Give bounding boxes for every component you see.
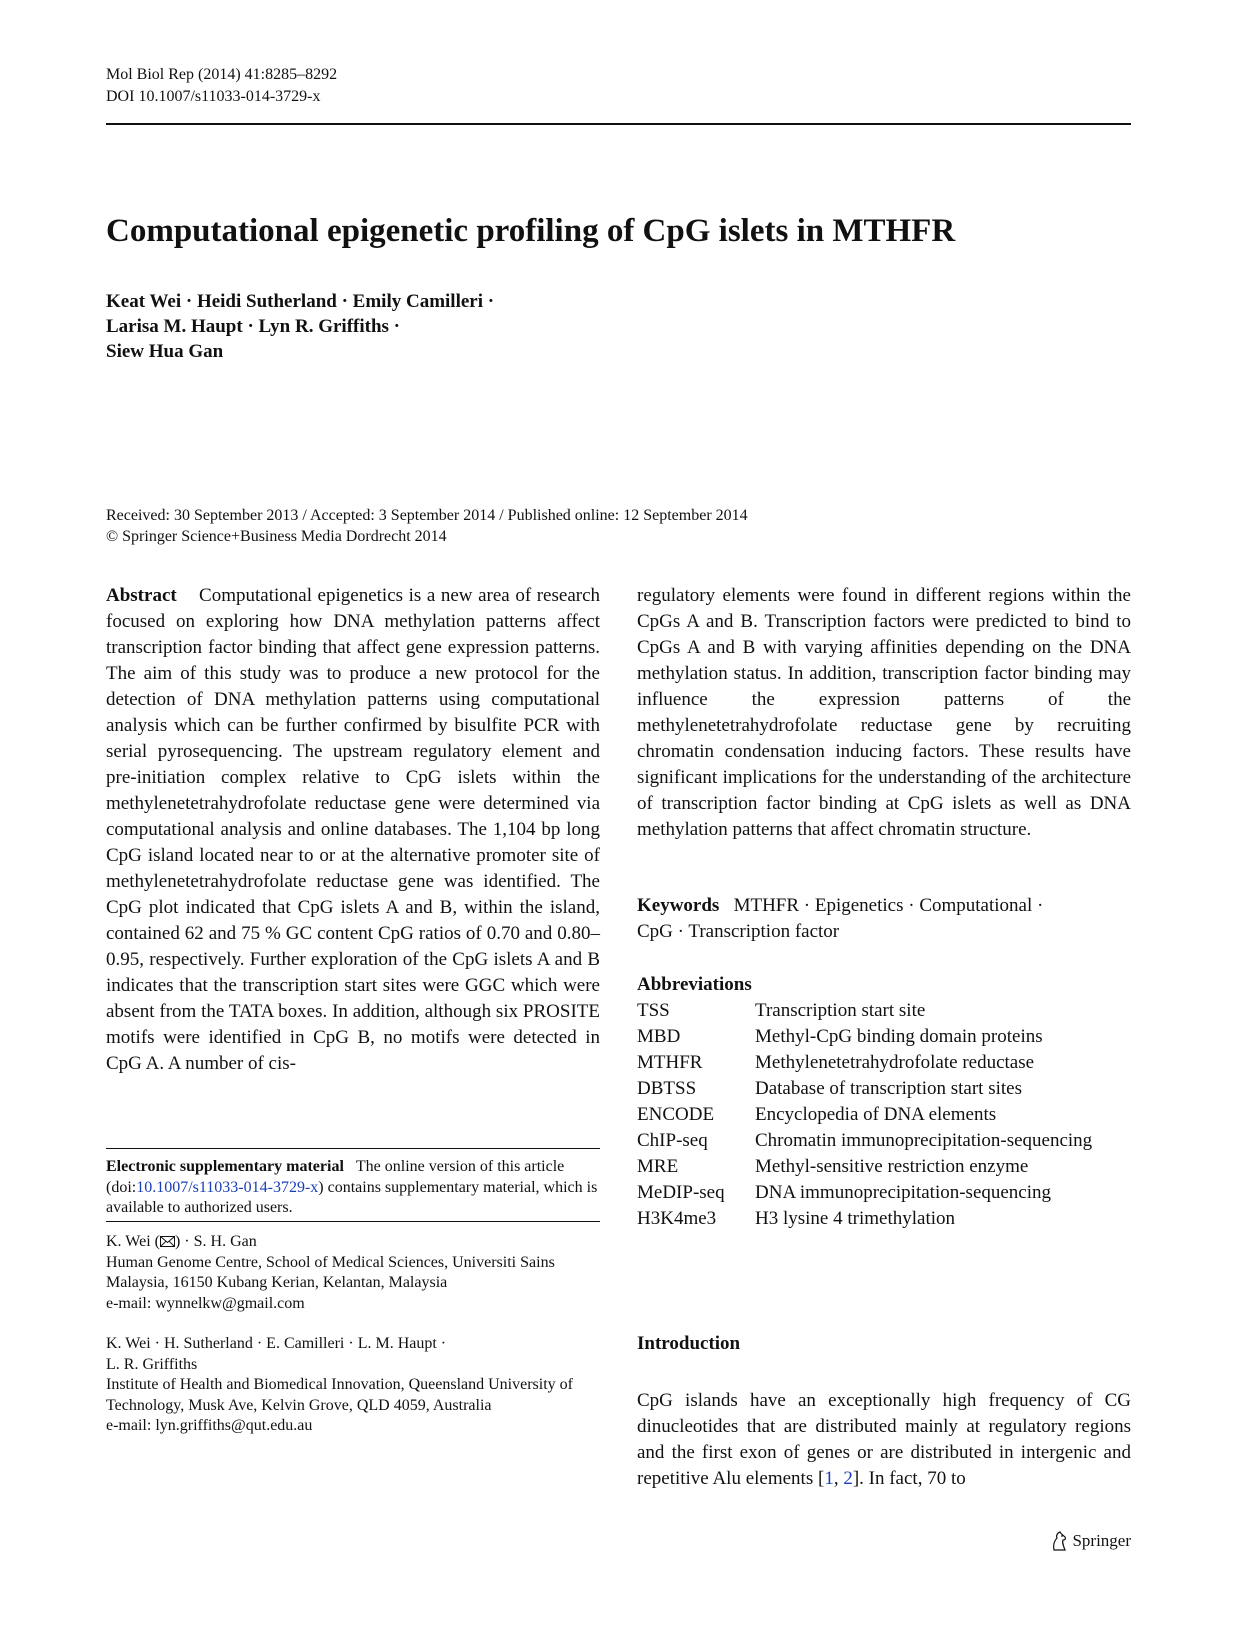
article-title: Computational epigenetic profiling of CpG islets in MTHFR bbox=[106, 213, 956, 249]
footnote-rule-bottom bbox=[106, 1221, 600, 1222]
abbreviation-row bbox=[637, 1024, 1131, 1050]
abstract-text-left: Computational epigenetics is a new area of research focused on exploring how DNA methylation patterns affect transcription factor binding that affect gene expression patterns. The aim of this study was to produce a new protocol for the detection of DNA methylation patterns using computational analysis which can be further confirmed by bisulfite PCR with serial pyrosequencing. The upstream regulatory element and pre-initiation complex relative to CpG islets within the methylenetetrahydrofolate reductase gene were determined via computational analysis and online databases. The 1,104 bp long CpG island located near to or at the alternative promoter site of methylenetetrahydrofolate reductase gene was identified. The CpG plot indicated that CpG islets A and B, within the island, contained 62 and 75 % GC content CpG ratios of 0.70 and 0.80–0.95, respectively. Further exploration of the CpG islets A and B indicates that the transcription start sites were GGC which were absent from the TATA boxes. In addition, although six PROSITE motifs were identified in CpG B, no motifs were detected in CpG A. A number of cis- bbox=[106, 585, 601, 1074]
abbreviation-row bbox=[637, 1206, 1131, 1232]
abbreviation-row bbox=[637, 1128, 1131, 1154]
abbreviation-term: H3K4me3 bbox=[637, 1208, 717, 1229]
copyright: © Springer Science+Business Media Dordrecht 2014 bbox=[106, 528, 447, 545]
abbreviation-definition: Database of transcription start sites bbox=[755, 1078, 1022, 1099]
abbreviation-term: MBD bbox=[637, 1026, 681, 1047]
supplementary-label: Electronic supplementary material bbox=[106, 1158, 344, 1175]
abstract-label: Abstract bbox=[106, 585, 177, 606]
springer-horse-icon bbox=[1050, 1531, 1068, 1551]
reference-link-2[interactable]: 2 bbox=[843, 1468, 853, 1489]
abbreviation-definition: Transcription start site bbox=[755, 1000, 926, 1021]
abbreviation-term: TSS bbox=[637, 1000, 670, 1021]
abbreviation-term: MRE bbox=[637, 1156, 679, 1177]
abbreviation-definition: Methylenetetrahydrofolate reductase bbox=[755, 1052, 1035, 1073]
affiliation-2-email[interactable]: e-mail: lyn.griffiths@qut.edu.au bbox=[106, 1417, 313, 1434]
history-dates: Received: 30 September 2013 / Accepted: 3 September 2014 / Published online: 12 September 2014 bbox=[106, 507, 748, 524]
supplementary-text-1: The online version of this article (doi: bbox=[106, 1158, 565, 1196]
affiliation-1-author-b: ) · S. H. Gan bbox=[174, 1233, 257, 1250]
keywords bbox=[637, 893, 1131, 945]
introduction-text bbox=[637, 1388, 1131, 1492]
journal-doi: DOI 10.1007/s11033-014-3729-x bbox=[106, 88, 321, 105]
abbreviation-row bbox=[637, 998, 1131, 1024]
author-line-1: Keat Wei · Heidi Sutherland · Emily Camilleri · bbox=[106, 291, 495, 312]
affiliation-2 bbox=[106, 1334, 600, 1437]
keywords-line-1: MTHFR · Epigenetics · Computational · bbox=[733, 895, 1044, 916]
abbreviation-definition: DNA immunoprecipitation-sequencing bbox=[755, 1182, 1052, 1203]
abbreviation-term: ChIP-seq bbox=[637, 1130, 708, 1151]
abbreviation-definition: H3 lysine 4 trimethylation bbox=[755, 1208, 956, 1229]
abbreviation-row bbox=[637, 1154, 1131, 1180]
intro-text-after: ]. In fact, 70 to bbox=[852, 1468, 966, 1489]
author-list bbox=[106, 289, 806, 364]
affiliation-1-author-a: K. Wei ( bbox=[106, 1233, 160, 1250]
intro-text-before: CpG islands have an exceptionally high frequency of CG dinucleotides that are distributed mainly at regulatory regions and the first exon of genes or are distributed in intergenic and repetitive Alu elements [ bbox=[637, 1390, 1131, 1489]
affiliation-1-email[interactable]: e-mail: wynnelkw@gmail.com bbox=[106, 1294, 305, 1312]
author-line-3: Siew Hua Gan bbox=[106, 341, 224, 362]
header-rule bbox=[106, 123, 1131, 125]
affiliation-1-address: Human Genome Centre, School of Medical Sciences, Universiti Sains Malaysia, 16150 Kubang Kerian, Kelantan, Malaysia bbox=[106, 1253, 555, 1291]
abbreviation-row bbox=[637, 1076, 1131, 1102]
keywords-label: Keywords bbox=[637, 895, 720, 916]
supplementary-doi-link[interactable]: 10.1007/s11033-014-3729-x bbox=[136, 1178, 319, 1196]
affiliation-2-authors-2: L. R. Griffiths bbox=[106, 1355, 198, 1373]
journal-citation: Mol Biol Rep (2014) 41:8285–8292 bbox=[106, 66, 338, 83]
abbreviation-definition: Encyclopedia of DNA elements bbox=[755, 1104, 997, 1125]
footnote-rule-top bbox=[106, 1148, 600, 1149]
abbreviation-term: DBTSS bbox=[637, 1078, 697, 1099]
affiliation-1 bbox=[106, 1232, 600, 1314]
abbreviation-term: MeDIP-seq bbox=[637, 1182, 725, 1203]
abbreviation-definition: Methyl-CpG binding domain proteins bbox=[755, 1026, 1043, 1047]
abbreviation-definition: Chromatin immunoprecipitation-sequencing bbox=[755, 1130, 1093, 1151]
reference-link-1[interactable]: 1 bbox=[824, 1468, 834, 1489]
affiliation-2-authors-1: K. Wei · H. Sutherland · E. Camilleri · L. M. Haupt · bbox=[106, 1335, 447, 1352]
abbreviation-row bbox=[637, 1180, 1131, 1206]
abbreviation-definition: Methyl-sensitive restriction enzyme bbox=[755, 1156, 1029, 1177]
abstract-text-right: regulatory elements were found in different regions within the CpGs A and B. Transcription factors were predicted to bind to CpGs A and B with varying affinities depending on the DNA methylation status. In addition, transcription factor binding may influence the expression patterns of the methylenetetrahydrofolate reductase gene by recruiting chromatin condensation inducing factors. These results have significant implications for the understanding of the architecture of transcription factor binding at CpG islets as well as DNA methylation patterns that affect chromatin structure. bbox=[637, 585, 1131, 840]
publisher-footer bbox=[1050, 1531, 1131, 1551]
abbreviation-row bbox=[637, 1050, 1131, 1076]
affiliation-2-address: Institute of Health and Biomedical Innovation, Queensland University of Technology, Musk Ave, Kelvin Grove, QLD 4059, Australia bbox=[106, 1376, 573, 1414]
abstract-left-column bbox=[106, 583, 600, 1077]
abbreviation-row bbox=[637, 1102, 1131, 1128]
publication-dates bbox=[106, 505, 1006, 547]
abstract-right-column bbox=[637, 583, 1131, 843]
ref-separator: , bbox=[833, 1468, 844, 1489]
envelope-icon bbox=[160, 1236, 175, 1247]
abbreviation-term: ENCODE bbox=[637, 1104, 715, 1125]
abbreviations bbox=[637, 972, 1131, 1232]
abbreviations-heading: Abbreviations bbox=[637, 974, 752, 995]
author-line-2: Larisa M. Haupt · Lyn R. Griffiths · bbox=[106, 316, 400, 337]
introduction-heading: Introduction bbox=[637, 1333, 741, 1354]
publisher-name: Springer bbox=[1072, 1531, 1131, 1550]
abbreviation-term: MTHFR bbox=[637, 1052, 703, 1073]
keywords-line-2: CpG · Transcription factor bbox=[637, 921, 840, 942]
supplementary-text-2: ) contains supplementary material, which is available to authorized users. bbox=[106, 1178, 598, 1216]
supplementary-note bbox=[106, 1157, 600, 1219]
journal-header bbox=[106, 64, 337, 108]
